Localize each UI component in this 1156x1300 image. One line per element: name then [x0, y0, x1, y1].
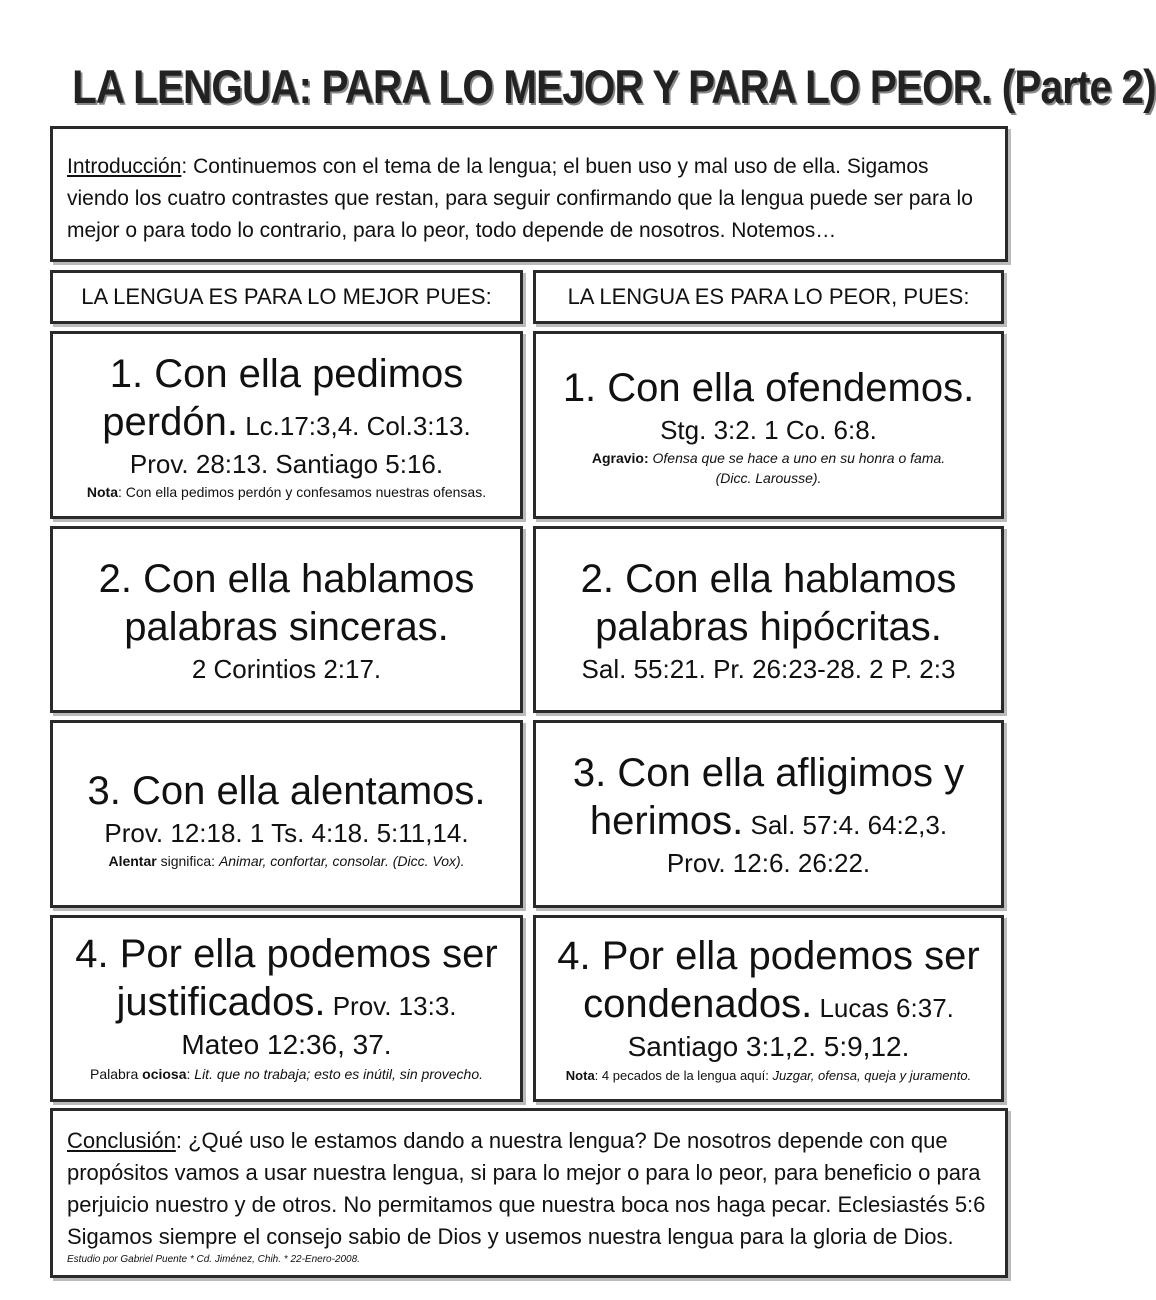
worse-3-line2: herimos.	[589, 799, 744, 843]
worse-card-4	[533, 915, 1004, 1102]
worse-1-line2: Stg. 3:2. 1 Co. 6:8.	[660, 415, 877, 445]
worse-4-note-label: Nota	[565, 1068, 595, 1083]
better-4-note-text: Lit. que no trabaja; esto es inútil, sin provecho.	[194, 1066, 484, 1082]
conclusion-box	[50, 1108, 1008, 1278]
page-title: LA LENGUA: PARA LO MEJOR Y PARA LO PEOR. (Parte 2)	[72, 60, 1156, 113]
better-4-note-mid: :	[186, 1066, 195, 1082]
worse-1-note-source: (Dicc. Larousse).	[715, 470, 822, 486]
better-4-line2: justificados.	[116, 980, 326, 1024]
worse-4-line3: Santiago 3:1,2. 5:9,12.	[627, 1031, 910, 1062]
better-3-note-mid: significa:	[156, 853, 219, 869]
better-1-line2: perdón.	[102, 400, 238, 444]
worse-4-line2: condenados.	[583, 982, 813, 1026]
worse-1-note-label: Agravio:	[591, 450, 649, 466]
better-card-1	[50, 331, 523, 519]
worse-3-line1: 3. Con ella afligimos y	[572, 751, 965, 795]
worse-4-note-text: Juzgar, ofensa, queja y juramento.	[772, 1068, 972, 1083]
better-4-note-pre: Palabra	[89, 1066, 143, 1082]
better-2-line1: 2. Con ella hablamos	[98, 557, 475, 601]
worse-4-ref: Lucas 6:37.	[812, 993, 954, 1023]
worse-1-line1: 1. Con ella ofendemos.	[562, 366, 975, 410]
better-2-line3: 2 Corintios 2:17.	[191, 654, 382, 684]
better-4-line1: 4. Por ella podemos ser	[75, 932, 498, 976]
better-3-line2: Prov. 12:18. 1 Ts. 4:18. 5:11,14.	[104, 818, 469, 848]
better-3-line1: 3. Con ella alentamos.	[87, 769, 486, 813]
worse-1-note-text: Ofensa que se hace a uno en su honra o fama.	[648, 450, 946, 466]
better-3-note-text: Animar, confortar, consolar. (Dicc. Vox).	[218, 853, 465, 869]
better-card-2	[50, 526, 523, 713]
introduction-label: Introducción	[67, 155, 182, 178]
worse-card-2	[533, 526, 1004, 713]
better-3-note-label: Alentar	[108, 853, 157, 869]
worse-card-1	[533, 331, 1004, 519]
better-4-ref: Prov. 13:3.	[325, 991, 457, 1021]
worse-2-line1: 2. Con ella hablamos	[580, 557, 957, 601]
introduction-box	[50, 126, 1008, 262]
conclusion-text: : ¿Qué uso le estamos dando a nuestra lengua? De nosotros depende con que propósitos vamos a usar nuestra lengua, si para lo mejor o para lo peor, para beneficio o para perjuicio nuestro y de otros. No permitamos que nuestra boca nos haga pecar. Eclesiastés 5:6 Sigamos siempre el consejo sabio de Dios y usemos nuestra lengua para la gloria de Dios.	[67, 1128, 986, 1249]
better-4-note-label: ociosa	[142, 1066, 187, 1082]
better-1-line3: Prov. 28:13. Santiago 5:16.	[129, 449, 444, 479]
worse-3-ref: Sal. 57:4. 64:2,3.	[743, 810, 948, 840]
better-1-line1: 1. Con ella pedimos	[109, 352, 464, 396]
header-worse: LA LENGUA ES PARA LO PEOR, PUES:	[533, 270, 1004, 324]
better-4-line3: Mateo 12:36, 37.	[181, 1029, 392, 1060]
better-card-3	[50, 720, 523, 908]
header-better: LA LENGUA ES PARA LO MEJOR PUES:	[50, 270, 523, 324]
better-1-note-text: : Con ella pedimos perdón y confesamos nuestras ofensas.	[118, 484, 487, 500]
worse-2-line2: palabras hipócritas.	[595, 605, 942, 649]
conclusion-label: Conclusión	[67, 1128, 176, 1153]
worse-4-line1: 4. Por ella podemos ser	[557, 934, 980, 978]
better-1-ref: Lc.17:3,4. Col.3:13.	[237, 411, 471, 441]
better-2-line2: palabras sinceras.	[124, 605, 449, 649]
worse-2-line3: Sal. 55:21. Pr. 26:23-28. 2 P. 2:3	[581, 654, 956, 684]
introduction-text: : Continuemos con el tema de la lengua; el buen uso y mal uso de ella. Sigamos viendo los cuatro contrastes que restan, para seguir confirmando que la lengua puede ser para lo mejor o para todo lo contrario, para lo peor, todo depende de nosotros. Notemos…	[67, 155, 973, 242]
worse-3-line3: Prov. 12:6. 26:22.	[666, 848, 871, 878]
worse-card-3	[533, 720, 1004, 908]
worse-4-note-mid: : 4 pecados de la lengua aquí:	[594, 1068, 773, 1083]
better-1-note-label: Nota	[86, 484, 118, 500]
better-card-4	[50, 915, 523, 1102]
study-credit: Estudio por Gabriel Puente * Cd. Jiménez, Chih. * 22-Enero-2008.	[67, 1254, 360, 1265]
